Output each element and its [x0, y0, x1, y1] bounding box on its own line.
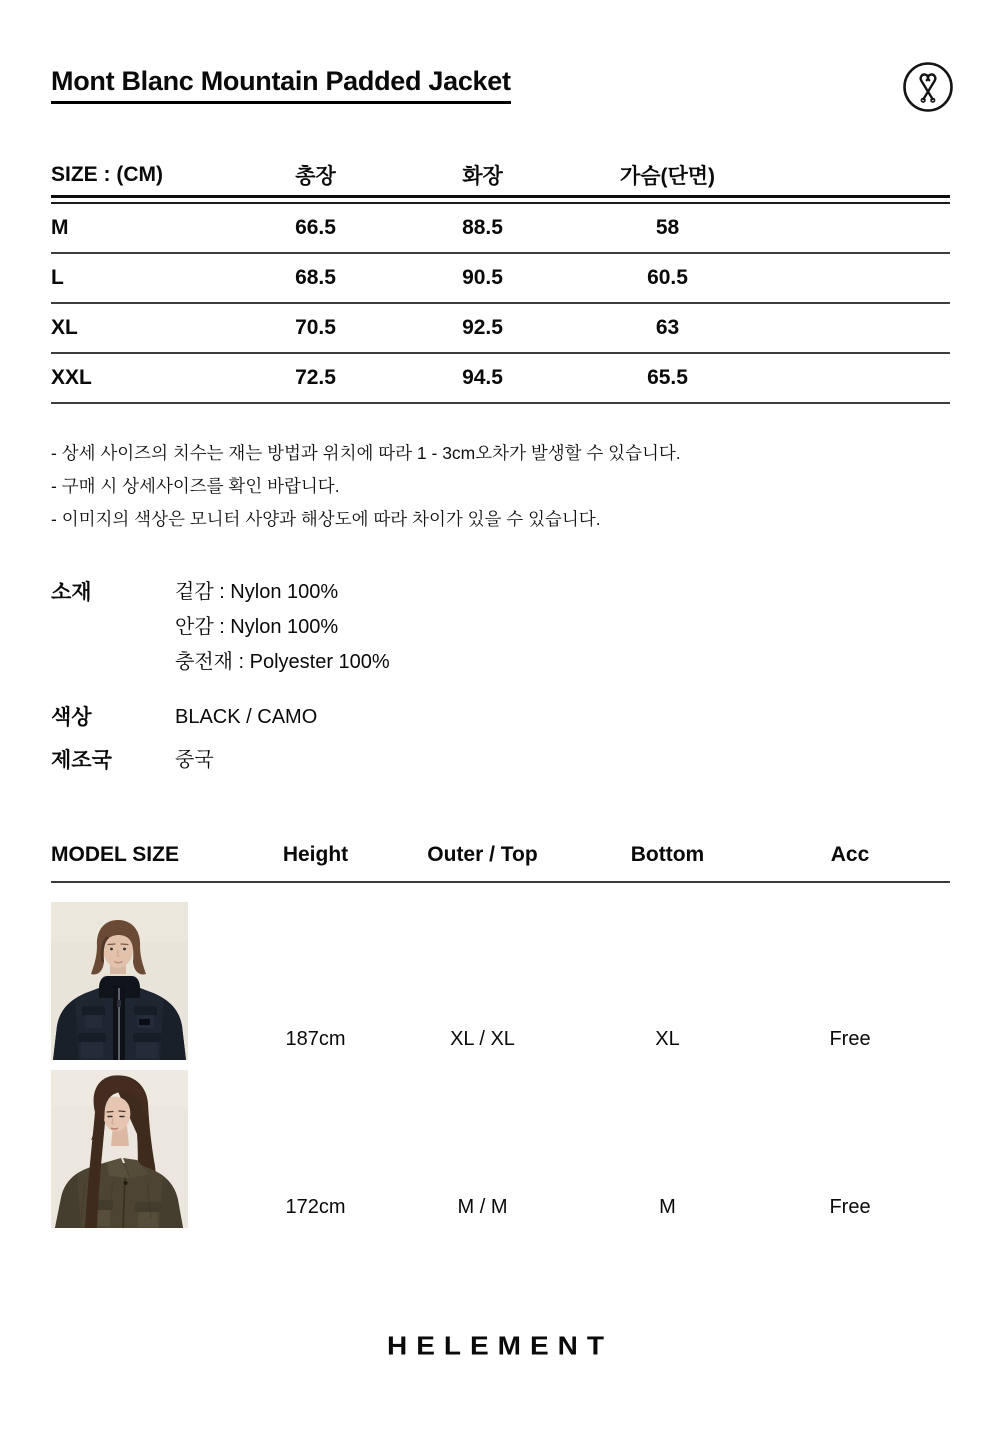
- size-label: M: [51, 216, 69, 239]
- col-header-outer-top: Outer / Top: [427, 843, 538, 866]
- note-line: - 이미지의 색상은 모니터 사양과 해상도에 따라 차이가 있을 수 있습니다.: [51, 509, 601, 529]
- material-row: [51, 575, 950, 680]
- value-total-length: 70.5: [295, 316, 336, 339]
- size-row-l: [51, 254, 950, 304]
- size-row-m: [51, 204, 950, 254]
- model-outer-top: XL / XL: [450, 1028, 515, 1050]
- value-chest: 65.5: [647, 366, 688, 389]
- note-line: - 상세 사이즈의 치수는 재는 방법과 위치에 따라 1 - 3cm오차가 발생할 수 있습니다.: [51, 443, 681, 463]
- origin-row: [51, 743, 950, 778]
- value-total-length: 68.5: [295, 266, 336, 289]
- origin-value: 중국: [175, 749, 214, 771]
- female-model-photo: [51, 1070, 188, 1228]
- size-notes: [51, 437, 681, 536]
- note-line: - 구매 시 상세사이즈를 확인 바랍니다.: [51, 476, 340, 496]
- value-sleeve: 94.5: [462, 366, 503, 389]
- size-label: XXL: [51, 366, 92, 389]
- model-acc: Free: [829, 1028, 871, 1050]
- footer: [0, 1330, 1000, 1362]
- value-chest: 60.5: [647, 266, 688, 289]
- col-header-model-size: MODEL SIZE: [51, 843, 179, 866]
- model-outer-top: M / M: [457, 1196, 508, 1218]
- model-height: 172cm: [285, 1196, 346, 1218]
- size-row-xl: [51, 304, 950, 354]
- value-sleeve: 90.5: [462, 266, 503, 289]
- model-acc: Free: [829, 1196, 871, 1218]
- model-row-1: [51, 902, 950, 1060]
- value-total-length: 72.5: [295, 366, 336, 389]
- value-sleeve: 88.5: [462, 216, 503, 239]
- material-label: 소재: [51, 581, 92, 604]
- material-lining: 안감 : Nylon 100%: [175, 616, 339, 638]
- size-unit-header: SIZE : (CM): [51, 163, 163, 186]
- size-label: L: [51, 266, 64, 289]
- col-header-height: Height: [282, 843, 349, 866]
- size-row-xxl: [51, 354, 950, 404]
- model-table-header-row: [51, 843, 950, 883]
- model-size-table: [51, 843, 950, 1228]
- color-value: BLACK / CAMO: [175, 706, 318, 728]
- model-bottom: M: [659, 1196, 676, 1218]
- value-chest: 58: [655, 216, 680, 239]
- male-model-photo: [51, 902, 188, 1060]
- value-chest: 63: [655, 316, 680, 339]
- value-sleeve: 92.5: [462, 316, 503, 339]
- col-header-acc: Acc: [830, 843, 870, 866]
- crossed-fish-hooks-logo-icon: [902, 61, 954, 113]
- col-header-bottom: Bottom: [630, 843, 705, 866]
- col-header-total-length: 총장: [295, 165, 336, 188]
- size-table-header-row: [51, 155, 950, 195]
- col-header-sleeve: 화장: [462, 165, 503, 188]
- size-table: [51, 155, 950, 404]
- size-label: XL: [51, 316, 78, 339]
- material-padding: 충전재 : Polyester 100%: [175, 651, 390, 673]
- color-label: 색상: [51, 706, 92, 729]
- origin-label: 제조국: [51, 749, 112, 772]
- col-header-chest: 가슴(단면): [619, 165, 716, 188]
- value-total-length: 66.5: [295, 216, 336, 239]
- brand-wordmark: HELEMENT: [387, 1331, 613, 1360]
- product-details: [51, 575, 950, 778]
- header-double-divider: [51, 195, 950, 204]
- model-height: 187cm: [285, 1028, 346, 1050]
- model-bottom: XL: [655, 1028, 680, 1050]
- material-outer: 겉감 : Nylon 100%: [175, 581, 339, 603]
- page-title: Mont Blanc Mountain Padded Jacket: [51, 66, 511, 104]
- model-row-2: [51, 1070, 950, 1228]
- color-row: [51, 700, 950, 735]
